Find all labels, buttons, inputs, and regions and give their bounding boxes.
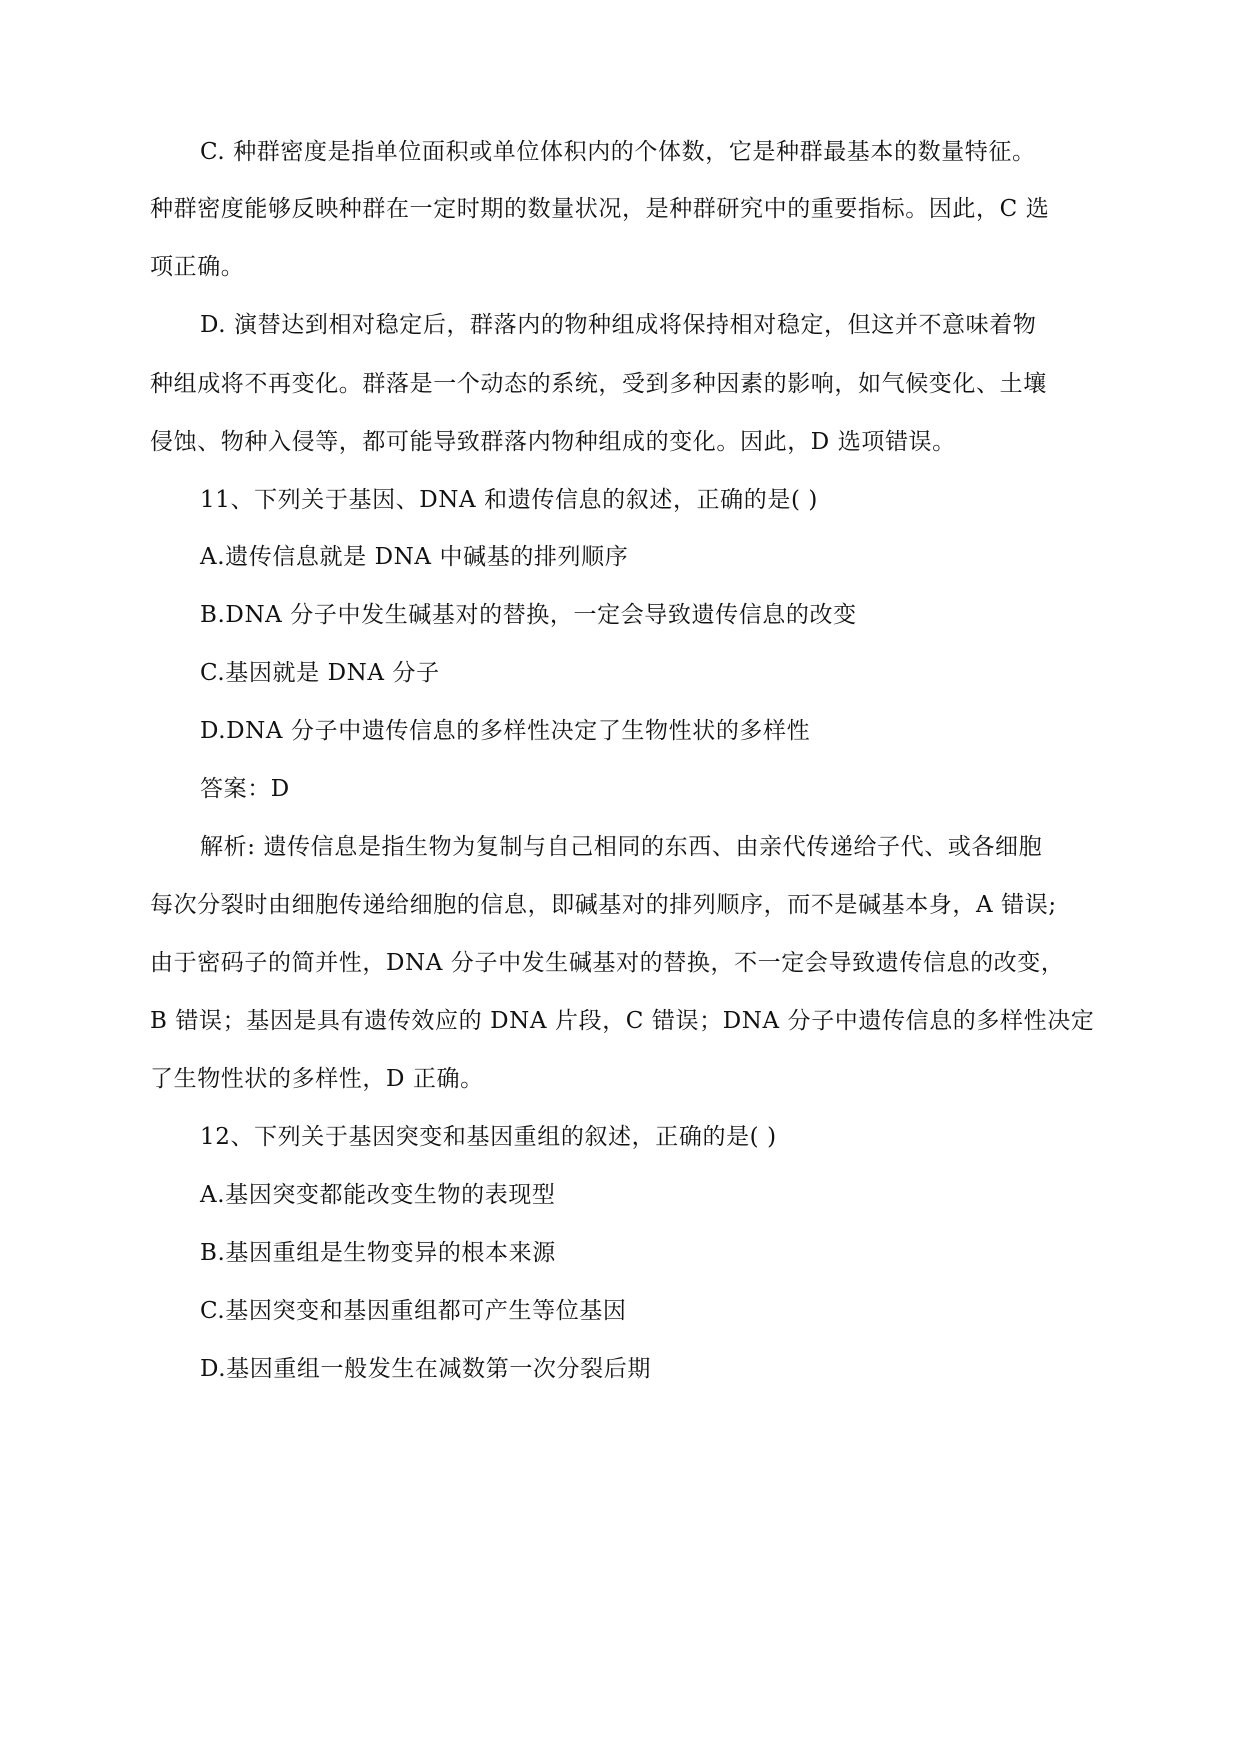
answer-d-explanation-line-1: D. 演替达到相对稳定后，群落内的物种组成将保持相对稳定，但这并不意味着物 [200,312,1037,338]
answer-c-explanation-line-2: 种群密度能够反映种群在一定时期的数量状况，是种群研究中的重要指标。因此，C 选 [150,196,1050,222]
answer-c-explanation-line-1: C. 种群密度是指单位面积或单位体积内的个体数，它是种群最基本的数量特征。 [200,139,1036,165]
question-12-stem: 12、下列关于基因突变和基因重组的叙述，正确的是( ) [200,1124,777,1150]
answer-c-explanation-line-3: 项正确。 [150,254,245,280]
answer-d-explanation-line-3: 侵蚀、物种入侵等，都可能导致群落内物种组成的变化。因此，D 选项错误。 [150,429,956,455]
question-11-analysis-line-5: 了生物性状的多样性，D 正确。 [150,1066,484,1092]
answer-d-explanation-line-2: 种组成将不再变化。群落是一个动态的系统，受到多种因素的影响，如气候变化、土壤 [150,371,1047,397]
question-12-option-d: D.基因重组一般发生在减数第一次分裂后期 [200,1356,651,1382]
question-11-analysis-line-4: B 错误；基因是具有遗传效应的 DNA 片段，C 错误；DNA 分子中遗传信息的多样性决定 [150,1008,1095,1034]
question-11-analysis-line-3: 由于密码子的简并性，DNA 分子中发生碱基对的替换，不一定会导致遗传信息的改变， [150,950,1065,976]
question-11-stem: 11、下列关于基因、DNA 和遗传信息的叙述，正确的是( ) [200,487,819,513]
question-11-option-c: C.基因就是 DNA 分子 [200,660,440,686]
question-11-analysis-line-1: 解析: 遗传信息是指生物为复制与自己相同的东西、由亲代传递给子代、或各细胞 [200,834,1043,860]
question-12-option-a: A.基因突变都能改变生物的表现型 [200,1182,556,1208]
question-11-option-d: D.DNA 分子中遗传信息的多样性决定了生物性状的多样性 [200,718,811,744]
question-11-answer: 答案：D [200,776,290,802]
question-11-option-b: B.DNA 分子中发生碱基对的替换，一定会导致遗传信息的改变 [200,602,857,628]
question-12-option-c: C.基因突变和基因重组都可产生等位基因 [200,1298,627,1324]
question-12-option-b: B.基因重组是生物变异的根本来源 [200,1240,556,1266]
question-11-analysis-line-2: 每次分裂时由细胞传递给细胞的信息，即碱基对的排列顺序，而不是碱基本身，A 错误; [150,892,1057,918]
question-11-option-a: A.遗传信息就是 DNA 中碱基的排列顺序 [200,544,629,570]
